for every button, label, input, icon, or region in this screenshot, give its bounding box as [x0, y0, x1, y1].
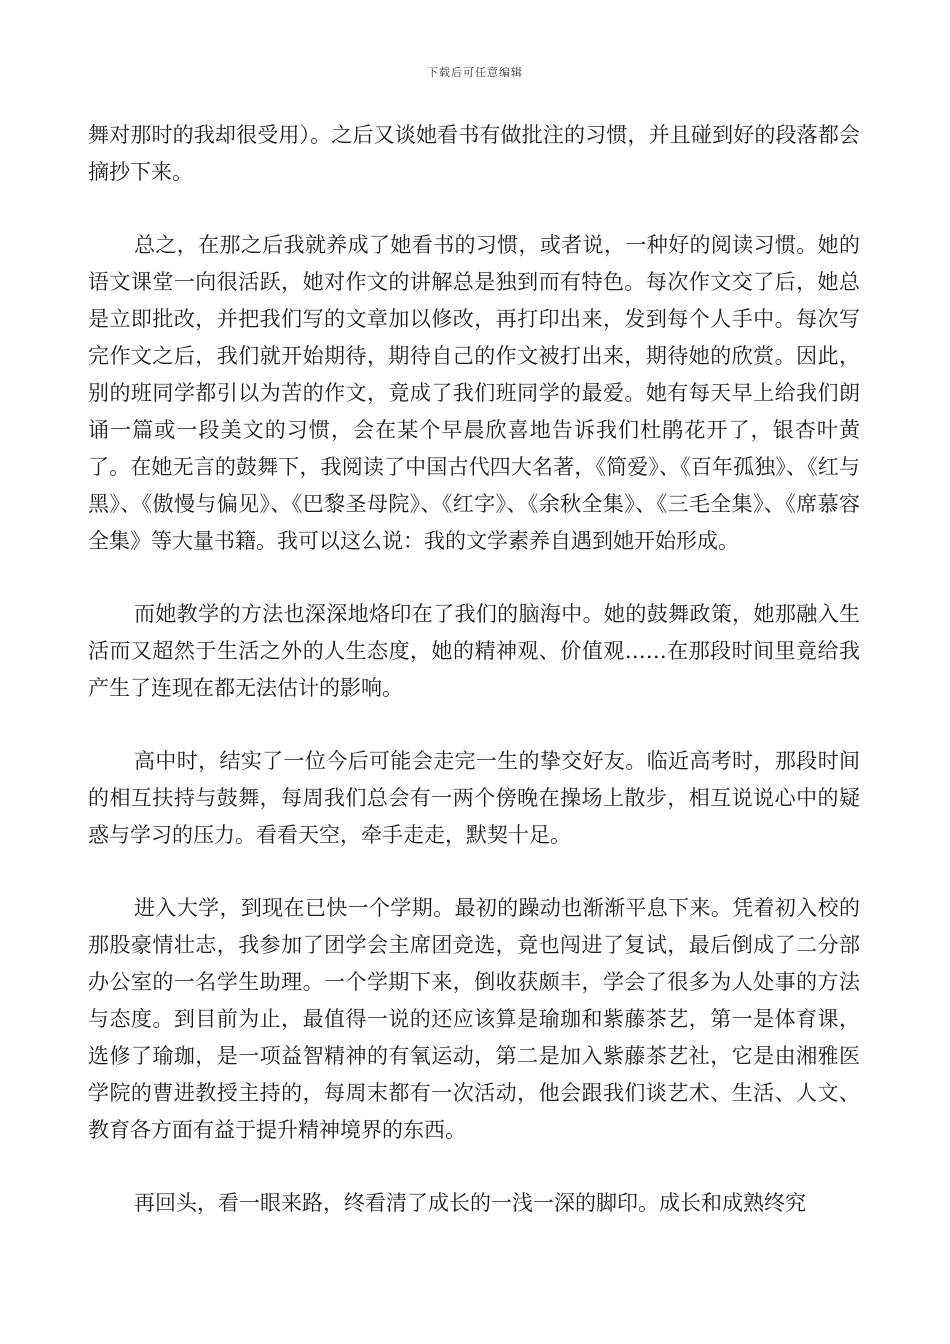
- paragraph: 总之，在那之后我就养成了她看书的习惯，或者说，一种好的阅读习惯。她的语文课堂一向很活跃，她对作文的讲解总是独到而有特色。每次作文交了后，她总是立即批改，并把我们写的文章加以修改，再打印出来，发到每个人手中。每次写完作文之后，我们就开始期待，期待自己的作文被打出来，期待她的欣赏。因此，别的班同学都引以为苦的作文，竟成了我们班同学的最爱。她有每天早上给我们朗诵一篇或一段美文的习惯，会在某个早晨欣喜地告诉我们杜鹃花开了，银杏叶黄了。在她无言的鼓舞下，我阅读了中国古代四大名著，《简爱》、《百年孤独》、《红与黑》、《傲慢与偏见》、《巴黎圣母院》、《红字》、《余秋全集》、《三毛全集》、《席慕容全集》等大量书籍。我可以这么说：我的文学素养自遇到她开始形成。: [88, 233, 860, 553]
- document-body: [88, 117, 860, 1258]
- paragraph: 高中时，结实了一位今后可能会走完一生的挚交好友。临近高考时，那段时间的相互扶持与鼓舞，每周我们总会有一两个傍晚在操场上散步，相互说说心中的疑惑与学习的压力。看看天空，牵手走走，默契十足。: [88, 749, 860, 847]
- page-header: 下载后可任意编辑: [427, 66, 523, 79]
- paragraph: 而她教学的方法也深深地烙印在了我们的脑海中。她的鼓舞政策，她那融入生活而又超然于生活之外的人生态度，她的精神观、价值观……在那段时间里竟给我产生了连现在都无法估计的影响。: [88, 602, 860, 700]
- paragraph: 舞对那时的我却很受用）。之后又谈她看书有做批注的习惯，并且碰到好的段落都会摘抄下来。: [88, 123, 860, 184]
- paragraph: 进入大学，到现在已快一个学期。最初的躁动也渐渐平息下来。凭着初入校的那股豪情壮志，我参加了团学会主席团竞选，竟也闯进了复试，最后倒成了二分部办公室的一名学生助理。一个学期下来，倒收获颇丰，学会了很多为人处事的方法与态度。到目前为止，最值得一说的还应该算是瑜珈和紫藤茶艺，第一是体育课，选修了瑜珈，是一项益智精神的有氧运动，第二是加入紫藤茶艺社，它是由湘雅医学院的曹进教授主持的，每周末都有一次活动，他会跟我们谈艺术、生活、人文、教育各方面有益于提升精神境界的东西。: [88, 896, 860, 1142]
- paragraph: 再回头，看一眼来路，终看清了成长的一浅一深的脚印。成长和成熟终究: [134, 1191, 806, 1215]
